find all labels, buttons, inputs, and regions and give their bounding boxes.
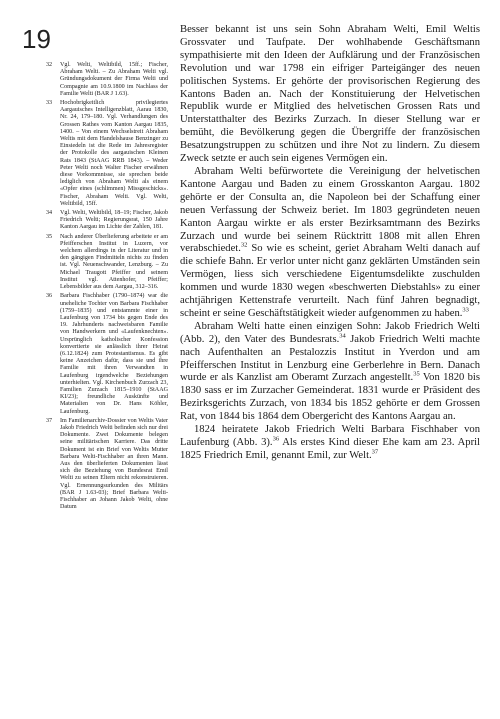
footnote: [46, 210, 168, 232]
footnote-ref[interactable]: 32: [240, 241, 248, 249]
body-paragraph: [180, 24, 480, 166]
footnote-text: Hochobrigkeitlich privilegiertes Aargauisches Intelligenzblatt, Aarau 1830, Nr. 24, 179–180. Vgl. Verhandlungen des Grossen Rathes vom Kanton Aargau 1835, 1400. – Von einem Wechselstreit Abraham Weltis mit dem Handelshause Benzinger zu Einsiedeln ist die Rede im Jahresregister der Protokolle des aargauischen Kleinen Rats 1843 (StAAG RRB 1843). – Weder Peter Welti noch Walter Fischer erwähnen diese Vorkommnisse, sie sprechen beide lediglich von Abraham Welti als einem «Opfer eines (schlimmen) Missgeschicks». Fischer, Abraham Welti. Vgl. Welti, Weltibild, 15ff.: [60, 100, 168, 207]
footnote-ref[interactable]: 36: [272, 435, 280, 443]
paragraph-text: Von 1820 bis 1830 sass er im Zurzacher Gemeinderat. 1831 wurde er Präsident des Bezirksgerichts Zurzach, von 1834 bis 1852 gehörte er dem Grossen Rat, von 1844 bis 1864 dem Obergericht des Kantons Aargau an.: [180, 372, 480, 423]
paragraph-text: Als erstes Kind dieser Ehe kam am 23. April 1825 Friedrich Emil, genannt Emil, zur Welt.: [180, 437, 480, 461]
footnote-number: 34: [46, 210, 53, 217]
paragraph-text: So wie es scheint, geriet Abraham Welti danach auf die schiefe Bahn. Er verlor unter nicht ganz geklärten Umständen sein Vermögen, liess sich verschiedene Eigentumsdelikte zuschulden kommen und wurde 1830 wegen «beschwerten Diebstahls» zu einer achtjährigen Kettenstrafe verurteilt. Nach fünf Jahren begnadigt, scheint er seine Geschäftstätigkeit wieder aufgenommen zu haben.: [180, 243, 480, 319]
footnote-number: 36: [46, 293, 53, 300]
footnote-text: Im Familienarchiv-Dossier von Weltis Vater Jakob Friedrich Welti befinden sich nur drei Dokumente. Zwei Dokumente belegen seine militärischen Karriere. Das dritte Dokument ist ein Brief von Weltis Mutter Barbara Welti-Fischhaber an ihren Mann. Aus den überlieferten Dokumenten lässt sich die Beziehung von Bundesrat Emil Welti zu seinen Eltern nicht rekonstruieren. Vgl. Ernennungsurkunden des Militärs (BAR J 1.63-03); Brief Barbara Welti-Fischhaber an Johann Jakob Welti, ohne Datum: [60, 417, 168, 511]
footnote-number: 33: [46, 100, 53, 107]
footnote-text: Vgl. Welti, Weltibild, 15ff.; Fischer, Abraham Welti. – Zu Abraham Welti vgl. Gründungsdokument der Firma Welti und Compagnie am 10.9.1800 im Nachlass der Familie Welti (BAR J 1.63).: [60, 62, 168, 97]
main-text-column: [180, 24, 480, 463]
footnote: [46, 293, 168, 415]
footnote: [46, 62, 168, 98]
paragraph-text: 1824 heiratete Jakob Friedrich Welti Barbara Fischhaber von Laufenburg (Abb. 3).: [180, 424, 480, 448]
footnote-text: Nach anderer Überlieferung arbeitete er am Pfeifferschen Institut in Luzern, vor welchem allerdings in der Literatur und in den gängigen Findmitteln nichts zu finden ist. Vgl. Neuenschwander, Lenzburg. – Zu Michael Traugott Pfeiffer und seinem Institut vgl. Attenhofer, Pfeiffer; Lebensbilder aus dem Aargau, 312–316.: [60, 233, 168, 291]
body-paragraph: [180, 321, 480, 424]
paragraph-text: Besser bekannt ist uns sein Sohn Abraham Welti, Emil Weltis Grossvater und Taufpate. Der wohlhabende Geschäftsmann sympathisierte mit den Ideen der Aufklärung und der Französischen Revolution und war 1798 ein eifriger Parteigänger des neuen politischen Systems. Er gehörte der provisorischen Regierung des Kantons Baden an. Nach der Konstituierung der Helvetischen Republik wurde er Mitglied des helvetischen Grossen Rats und Unterstatthalter des Bezirks Zurzach. In dieser Stellung war er bemüht, die Bevölkerung gegen die Übergriffe der französischen Besatzungstruppen zu schützen und ihre Not zu lindern. Zu diesem Zweck setzte er auch sein eigenes Vermögen ein.: [180, 24, 480, 165]
body-paragraph: [180, 166, 480, 321]
footnote-number: 37: [46, 417, 53, 424]
paragraph-text: Abraham Welti hatte einen einzigen Sohn: Jakob Friedrich Welti (Abb. 2), den Vater des Bundesrats.: [180, 320, 480, 345]
body-paragraph: [180, 424, 480, 463]
footnotes-column: [46, 62, 168, 513]
footnote: [46, 418, 168, 512]
footnote-number: 35: [46, 233, 53, 240]
footnote-ref[interactable]: 34: [339, 332, 346, 340]
footnote-text: Barbara Fischhaber (1790–1874) war die uneheliche Tochter von Barbara Fischhaber (1759–1835) und entstammte einer in Laufenburg von 1734 bis gegen Ende des 19. Jahrhunderts nachweisbaren Familie von Handwerkern und «Laufenknechten». Ursprünglich katholischer Konfession konvertierte sie anlässlich ihrer Heirat (6.12.1824) zum Protestantismus. Es gibt keine Anzeichen dafür, dass sie und ihre Familie mit ihren Verwandten in Laufenburg irgendwelche Beziehungen unterhielten. Vgl. Kirchenbuch Zurzach 23, Familien Zurzach 1815–1910 (StAAG KI/23); freundliche Auskünfte und Materialien von Dr. Hans Köhler, Laufenburg.: [60, 293, 168, 415]
footnote-number: 32: [46, 62, 53, 68]
paragraph-text: Abraham Welti befürwortete die Vereinigung der helvetischen Kantone Aargau und Baden zu einem Grosskanton Aargau. 1802 gehörte er der Consulta an, die Napoleon bei der Schaffung einer neuen Verfassung der Schweiz beriet. Im 1803 gegründeten neuen Kanton Aargau wirkte er als erster Bezirksamtmann des Bezirks Zurzach und wurde bei seinem Rücktritt 1808 mit allen Ehren verabschiedet.: [180, 165, 480, 255]
footnote: [46, 100, 168, 208]
paragraph-text: Jakob Friedrich Welti machte nach Aufenthalten an Pestalozzis Institut in Yverdon und am Pfeifferschen Institut in Lenzburg eine Gerberlehre in Bern. Danach wurde er als Kanzlist am Oberamt Zurzach angestellt.: [180, 333, 480, 384]
page-number: 19: [22, 24, 51, 54]
footnote: [46, 234, 168, 292]
footnote-text: Vgl. Welti, Weltibild, 18–19; Fischer, Jakob Friedrich Welti; Regierungsrat, 150 Jahre Kanton Aargau im Lichte der Zahlen, 181.: [60, 210, 168, 231]
footnote-ref[interactable]: 33: [462, 306, 469, 314]
footnote-ref[interactable]: 35: [413, 370, 420, 378]
footnote-ref[interactable]: 37: [371, 448, 379, 456]
